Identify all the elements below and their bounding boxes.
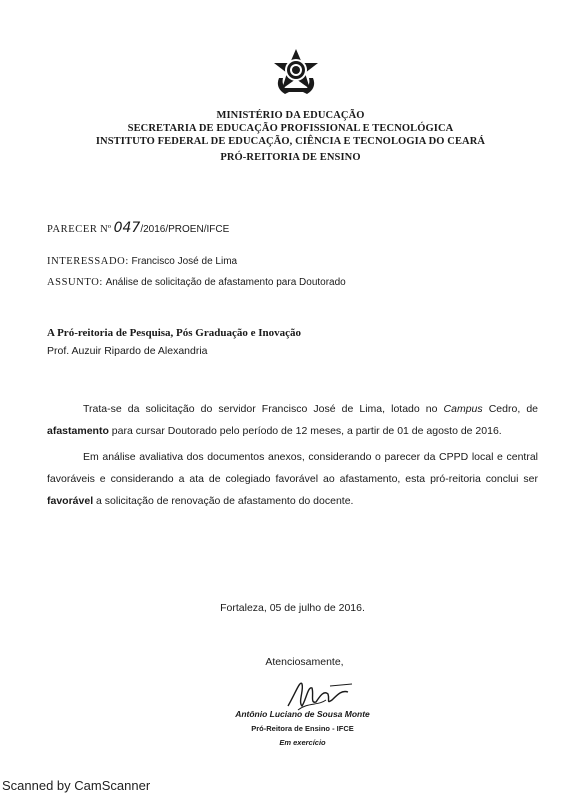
closing-salutation: Atenciosamente,: [265, 656, 344, 668]
addressee-name: Prof. Auzuir Ripardo de Alexandria: [47, 345, 208, 357]
coat-of-arms-emblem: [271, 48, 321, 98]
closing-date: Fortaleza, 05 de julho de 2016.: [220, 602, 365, 614]
assunto-value: Análise de solicitação de afastamento para Doutorado: [105, 277, 346, 288]
interessado-label: INTERESSADO:: [47, 256, 129, 267]
parecer-number-prefix: Nº: [100, 224, 111, 235]
parecer-line: [47, 222, 229, 236]
parecer-number-suffix: /2016/PROEN/IFCE: [140, 224, 230, 235]
interessado-value: Francisco José de Lima: [131, 256, 238, 267]
p1-text-c: para cursar Doutorado pelo período de 12 meses, a partir de 01 de agosto de 2016.: [108, 425, 502, 437]
parecer-label: PARECER: [47, 224, 98, 235]
interessado-line: [47, 255, 237, 268]
p1-text-a: Trata-se da solicitação do servidor Francisco José de Lima, lotado no: [83, 403, 444, 415]
header-institute: INSTITUTO FEDERAL DE EDUCAÇÃO, CIÊNCIA E TECNOLOGIA DO CEARÁ: [95, 136, 486, 147]
assunto-line: [47, 276, 346, 289]
p1-text-b: Cedro, de: [482, 403, 538, 415]
signatory-name: Antônio Luciano de Sousa Monte: [235, 709, 370, 719]
p2-text-b: a solicitação de renovação de afastamento do docente.: [93, 495, 354, 507]
header-secretariat: SECRETARIA DE EDUCAÇÃO PROFISSIONAL E TECNOLÓGICA: [127, 123, 454, 134]
addressee-office: A Pró-reitoria de Pesquisa, Pós Graduação e Inovação: [47, 327, 301, 339]
body-paragraph-1: [47, 398, 538, 442]
header-pro-rectory: PRÓ-REITORIA DE ENSINO: [220, 152, 361, 163]
signatory-role: Pró-Reitora de Ensino - IFCE: [251, 724, 354, 733]
p1-bold: afastamento: [47, 425, 109, 437]
assunto-label: ASSUNTO:: [47, 277, 103, 288]
p2-bold: favorável: [47, 495, 94, 507]
header-ministry: MINISTÉRIO DA EDUCAÇÃO: [216, 110, 365, 121]
parecer-handwritten-number: 047: [113, 220, 141, 236]
p2-text-a: Em análise avaliativa dos documentos anexos, considerando o parecer da CPPD local e central favoráveis e considerando a ata de colegiado favorável ao afastamento, esta pró-reitoria conclui ser: [47, 451, 538, 485]
scanner-watermark: Scanned by CamScanner: [2, 778, 151, 793]
signatory-status: Em exercício: [279, 738, 326, 747]
p1-campus: Campus: [443, 403, 483, 415]
body-paragraph-2: [47, 446, 538, 512]
